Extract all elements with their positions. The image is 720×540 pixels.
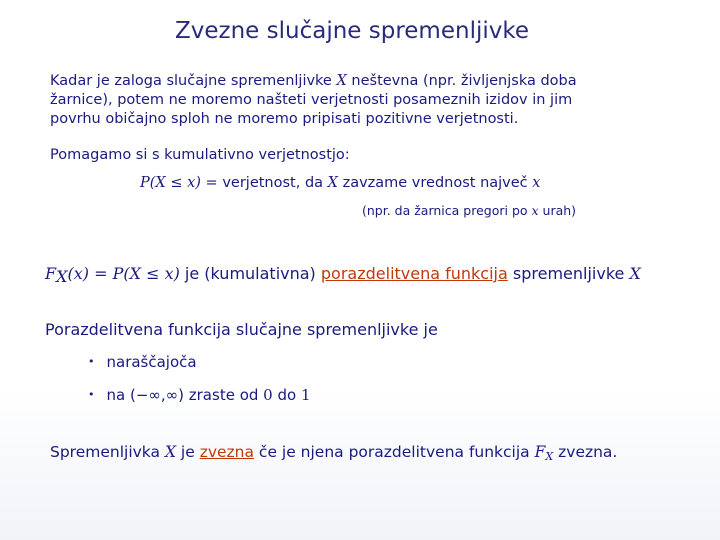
property-text: naraščajoča [106, 353, 197, 371]
conclusion-text: če je njena porazdelitvena funkcija [254, 443, 535, 461]
bullet-icon: • [88, 355, 95, 368]
math-var-x: x [531, 203, 539, 218]
example-text: urah) [538, 203, 577, 218]
math-one: 1 [300, 386, 311, 404]
intro-text: Kadar je zaloga slučajne spremenljivke [50, 73, 337, 89]
property-item [88, 353, 197, 371]
cdf-definition [45, 264, 641, 286]
intro-paragraph [50, 72, 650, 129]
cdf-text: je (kumulativna) [179, 264, 321, 283]
math-cdf-formula: (x) = P(X ≤ x) [67, 264, 180, 283]
definition-text: zavzame vrednost največ [337, 175, 533, 191]
cdf-term-link[interactable]: porazdelitvena funkcija [320, 264, 508, 283]
intro-text: žarnice), potem ne moremo našteti verjetnosti posameznih izidov in jim [50, 92, 573, 108]
slide-title: Zvezne slučajne spremenljivke [175, 18, 529, 44]
math-probability: P(X ≤ x) [140, 175, 201, 191]
example-text: (npr. da žarnica pregori po [362, 203, 532, 218]
bullet-icon: • [88, 388, 95, 401]
property-item [88, 386, 311, 404]
definition-text: = verjetnost, da [200, 175, 328, 191]
conclusion-text: je [175, 443, 200, 461]
conclusion-text: zvezna. [553, 443, 618, 461]
math-subscript-X: X [545, 450, 554, 463]
math-zero: 0 [263, 386, 273, 404]
property-text: do [272, 386, 301, 404]
math-var-x: X [336, 73, 347, 89]
example-note [362, 203, 576, 218]
intro-text: povrhu običajno sploh ne moremo pripisati pozitivne verjetnosti. [50, 111, 519, 127]
math-var-X: X [164, 443, 176, 461]
math-var-X: X [327, 175, 338, 191]
property-text: na (−∞,∞) zraste od [106, 386, 264, 404]
conclusion [50, 443, 617, 463]
math-F: F [45, 264, 57, 283]
math-F: F [534, 443, 546, 461]
math-var-x: x [532, 175, 541, 191]
properties-title: Porazdelitvena funkcija slučajne spremenljivke je [45, 320, 438, 339]
continuous-term-link[interactable]: zvezna [199, 443, 254, 461]
intro-text: neštevna (npr. življenjska doba [346, 73, 577, 89]
math-subscript-X: X [56, 267, 68, 286]
cumulative-definition [140, 175, 540, 191]
conclusion-text: Spremenljivka [50, 443, 165, 461]
cdf-text: spremenljivke [507, 264, 630, 283]
math-var-X: X [629, 264, 641, 283]
help-text: Pomagamo si s kumulativno verjetnostjo: [50, 147, 350, 163]
